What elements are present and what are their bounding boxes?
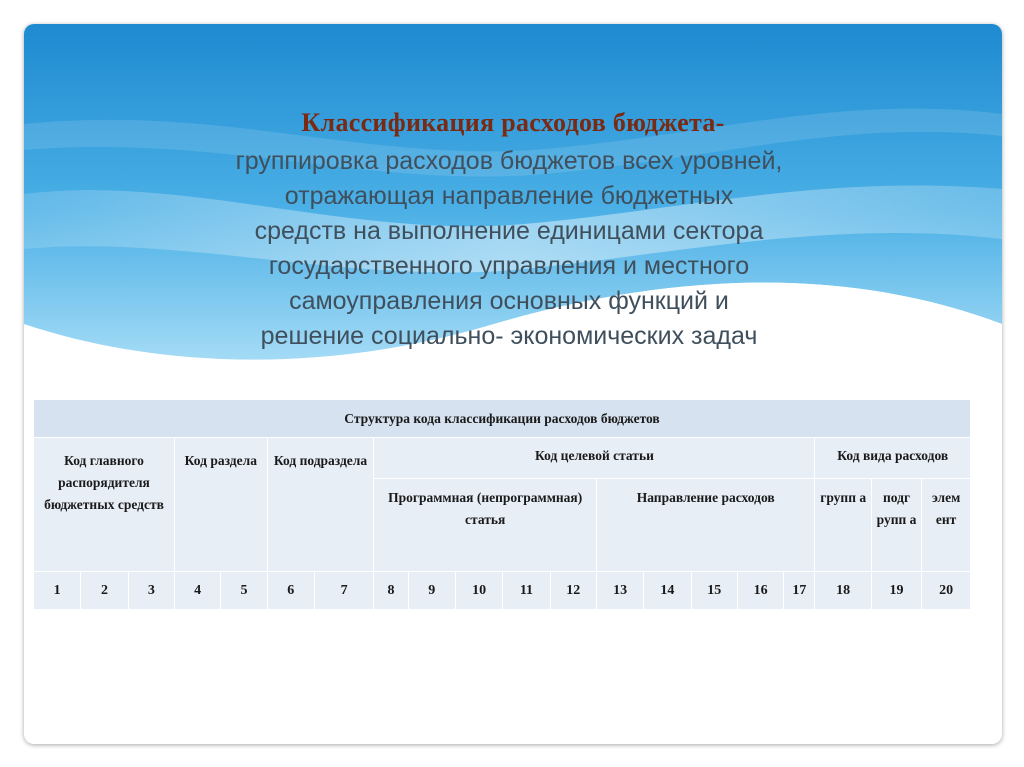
slide xyxy=(24,24,1002,744)
definition-line: решение социально- экономических задач xyxy=(260,322,758,350)
definition-line: государственного управления и местного xyxy=(268,252,750,280)
digit-cell: 19 xyxy=(871,572,921,610)
digit-cell: 5 xyxy=(221,572,267,610)
digit-cell: 8 xyxy=(374,572,408,610)
header-expense-type: Код вида расходов xyxy=(815,438,971,479)
header-subsection: Код подраздела xyxy=(267,438,374,572)
digit-cell: 1 xyxy=(34,572,81,610)
subheader-expense-direction: Направление расходов xyxy=(596,479,815,572)
definition-line: группировка расходов бюджетов всех уровней, xyxy=(235,147,783,175)
table-caption: Структура кода классификации расходов бюджетов xyxy=(34,400,971,438)
digit-cell: 16 xyxy=(737,572,783,610)
definition-text xyxy=(114,144,904,354)
digit-cell: 4 xyxy=(174,572,220,610)
digit-cell: 9 xyxy=(408,572,455,610)
definition-line: отражающая направление бюджетных xyxy=(284,182,734,210)
digit-cell: 6 xyxy=(267,572,314,610)
digit-cell: 17 xyxy=(784,572,815,610)
definition-line: средств на выполнение единицами сектора xyxy=(254,217,764,245)
expense-code-structure-table xyxy=(33,399,971,610)
digit-cell: 12 xyxy=(550,572,596,610)
subheader-subgroup: подг рупп а xyxy=(871,479,921,572)
digit-cell: 15 xyxy=(691,572,737,610)
subheader-program-article: Программная (непрограммная) статья xyxy=(374,479,597,572)
header-chief-manager: Код главного распорядителя бюджетных средств xyxy=(34,438,175,572)
digit-cell: 18 xyxy=(815,572,871,610)
digit-cell: 10 xyxy=(455,572,502,610)
header-target-article: Код целевой статьи xyxy=(374,438,815,479)
header-section: Код раздела xyxy=(174,438,267,572)
digit-cell: 13 xyxy=(596,572,643,610)
digit-cell: 3 xyxy=(128,572,174,610)
slide-title: Классификация расходов бюджета- xyxy=(301,108,725,137)
digit-cell: 20 xyxy=(922,572,971,610)
digit-cell: 11 xyxy=(503,572,550,610)
definition-line: самоуправления основных функций и xyxy=(289,287,729,315)
digit-cell: 14 xyxy=(644,572,691,610)
digit-cell: 7 xyxy=(314,572,373,610)
digit-cell: 2 xyxy=(81,572,128,610)
subheader-element: элем ент xyxy=(922,479,971,572)
subheader-group: групп а xyxy=(815,479,871,572)
